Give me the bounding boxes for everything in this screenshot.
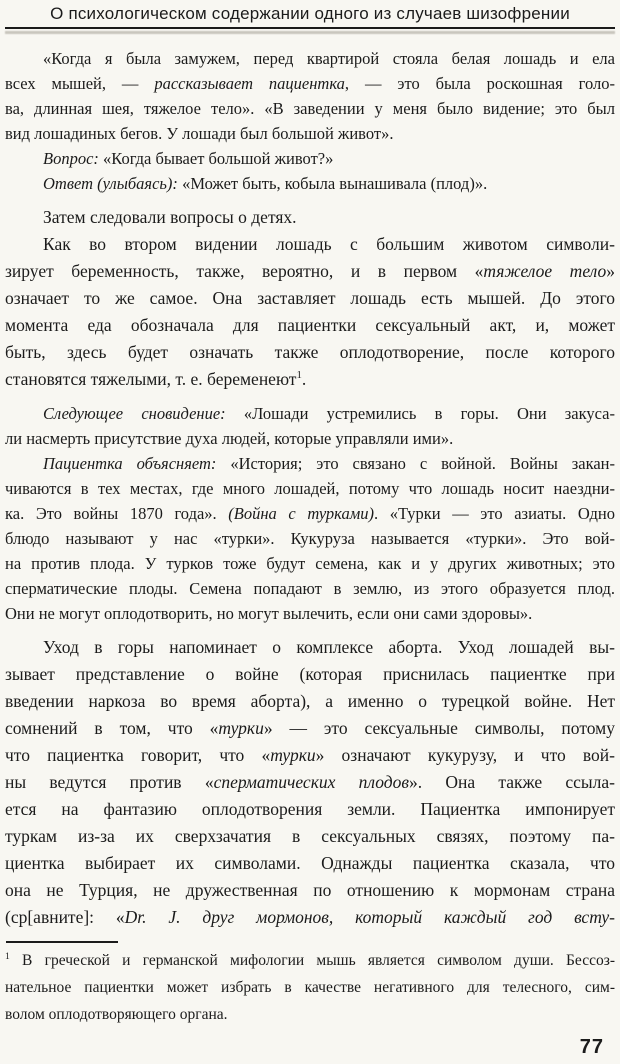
text-line: [5, 634, 615, 661]
text-segment: волом оплодотворяющего органа.: [5, 1006, 228, 1023]
body-paragraph: [5, 231, 615, 393]
italic-text: Вопрос:: [43, 149, 99, 168]
text-line: [5, 551, 615, 576]
italic-text: рассказывает пациентка: [154, 74, 345, 93]
header-rule-shadow: [5, 31, 615, 34]
text-segment: зывает представление о войне (которая приснилась пациентке при: [5, 664, 615, 684]
text-line: [5, 742, 615, 769]
quote-paragraph: [5, 451, 615, 626]
italic-text: сперматических плодов: [213, 772, 409, 792]
text-segment: она не Турция, не дружественная по отношению к мормонам страна: [5, 880, 615, 900]
text-segment: ва, длинная шея, тяжелое тело». «В заведении у меня было видение; это был: [5, 99, 615, 118]
text-line: [5, 601, 615, 626]
text-segment: . «Турки — это азиаты. Одно: [374, 504, 616, 523]
text-segment: быть, здесь будет означать также оплодотворение, после которого: [5, 342, 615, 362]
text-segment: В греческой и германской мифологии мышь является символом души. Бессоз-: [9, 952, 615, 969]
text-line: [5, 258, 615, 285]
text-segment: введении наркоза во время аборта), а именно о турецкой войне. Нет: [5, 691, 615, 711]
text-line: [5, 121, 615, 146]
text-line: [5, 204, 615, 231]
text-segment: «Лошади устремились в горы. Они закуса-: [225, 404, 615, 423]
text-blocks: [5, 46, 615, 931]
text-segment: сомнений в том, что «: [5, 718, 219, 738]
header-rule: [5, 27, 615, 29]
text-segment: сперматические плоды. Семена попадают в землю, из этого образуется плод.: [5, 579, 615, 598]
text-segment: что пациентка говорит, что «: [5, 745, 271, 765]
italic-text: тяжелое тело: [483, 261, 607, 281]
footnote: [5, 947, 615, 1028]
text-segment: Уход в горы напоминает о комплексе аборта. Уход лошадей вы-: [43, 637, 615, 657]
text-line: [5, 769, 615, 796]
text-line: [5, 339, 615, 366]
text-segment: момента еда обозначала для пациентки сексуальный акт, и, может: [5, 315, 615, 335]
text-line: [5, 312, 615, 339]
text-segment: «Когда бывает большой живот?»: [98, 149, 334, 168]
italic-text: турки: [218, 718, 264, 738]
text-segment: ли насмерть присутствие духа людей, которые управляли ими».: [5, 429, 454, 448]
text-line: [5, 796, 615, 823]
quote-paragraph: [5, 146, 615, 171]
text-segment: туркам из-за их сверхзачатия в сексуальных связях, поэтому па-: [5, 826, 615, 846]
body-paragraph: [5, 204, 615, 231]
text-line: [5, 231, 615, 258]
text-segment: Они не могут оплодотворить, но могут вылечить, если они сами здоровы».: [5, 604, 533, 623]
text-segment: зирует беременность, также, вероятно, и в первом «: [5, 261, 484, 281]
quote-paragraph: [5, 401, 615, 451]
running-head-title: О психологическом содержании одного из случаев шизофрении: [50, 4, 570, 23]
text-line: [5, 451, 615, 476]
text-line: [5, 71, 615, 96]
italic-text: Ответ (улыбаясь):: [43, 174, 178, 193]
italic-text: турки: [270, 745, 316, 765]
text-segment: .: [301, 369, 307, 389]
text-line: [5, 476, 615, 501]
text-segment: циентка выбирает их символами. Однажды пациентка сказала, что: [5, 853, 615, 873]
text-line: [5, 1001, 615, 1028]
text-line: [5, 366, 615, 393]
text-line: [5, 501, 615, 526]
text-segment: Затем следовали вопросы о детях.: [43, 207, 297, 227]
text-segment: , — это была роскошная голо-: [344, 74, 615, 93]
text-line: [5, 974, 615, 1001]
text-segment: блюдо называют у нас «турки». Кукуруза называется «турки». Это вой-: [5, 529, 615, 548]
text-segment: «История; это связано с войной. Войны закан-: [216, 454, 616, 473]
text-line: [5, 96, 615, 121]
body-paragraph: [5, 634, 615, 931]
text-segment: «Когда я была замужем, перед квартирой стояла белая лошадь и ела: [43, 49, 615, 68]
text-segment: Как во втором видении лошадь с большим животом символи-: [43, 234, 615, 254]
text-segment: ка. Это войны 1870 года».: [5, 504, 229, 523]
text-segment: означает то же самое. Она заставляет лошадь есть мышей. До этого: [5, 288, 615, 308]
text-segment: нательное пациентки может избрать в качестве негативного для телесного, сим-: [5, 979, 615, 996]
text-line: [5, 715, 615, 742]
text-line: [5, 401, 615, 426]
text-line: [5, 426, 615, 451]
text-line: [5, 576, 615, 601]
footnote-marker: 1: [296, 369, 302, 382]
text-segment: на против плода. У турков тоже будут семена, как и у других животных; это: [5, 554, 615, 573]
text-line: [5, 146, 615, 171]
text-line: [5, 904, 615, 931]
text-line: [5, 171, 615, 196]
page-number: 77: [579, 1036, 604, 1058]
text-line: [5, 947, 615, 974]
text-line: [5, 850, 615, 877]
text-segment: чиваются в тех местах, где много лошадей, потому что лошадь носит наездни-: [5, 479, 615, 498]
text-line: [5, 46, 615, 71]
italic-text: (Война с турками): [228, 504, 375, 523]
italic-text: Пациентка объясняет:: [43, 454, 217, 473]
text-segment: ны ведутся против «: [5, 772, 214, 792]
text-line: [5, 823, 615, 850]
text-line: [5, 688, 615, 715]
text-segment: (ср[авните]: «: [5, 907, 125, 927]
text-line: [5, 285, 615, 312]
quote-paragraph: [5, 46, 615, 146]
text-line: [5, 877, 615, 904]
text-segment: «Может быть, кобыла вынашивала (плод)».: [177, 174, 488, 193]
footnote-separator: [6, 941, 118, 943]
text-segment: » означают кукурузу, и что вой-: [315, 745, 615, 765]
text-segment: » — это сексуальные символы, потому: [263, 718, 615, 738]
quote-paragraph: [5, 171, 615, 196]
text-segment: ется на фантазию оплодотворения земли. Пациентка импонирует: [5, 799, 615, 819]
text-line: [5, 661, 615, 688]
text-segment: »: [606, 261, 615, 281]
text-segment: ». Она также ссыла-: [408, 772, 615, 792]
text-segment: вид лошадиных бегов. У лошади был большой живот».: [5, 124, 394, 143]
italic-text: Следующее сновидение:: [43, 404, 226, 423]
footnote-marker: 1: [5, 950, 10, 962]
text-segment: становятся тяжелыми, т. е. беременеют: [5, 369, 297, 389]
text-segment: всех мышей, —: [5, 74, 155, 93]
italic-text: Dr. J. друг мормонов, который каждый год всту-: [124, 907, 616, 927]
text-line: [5, 526, 615, 551]
